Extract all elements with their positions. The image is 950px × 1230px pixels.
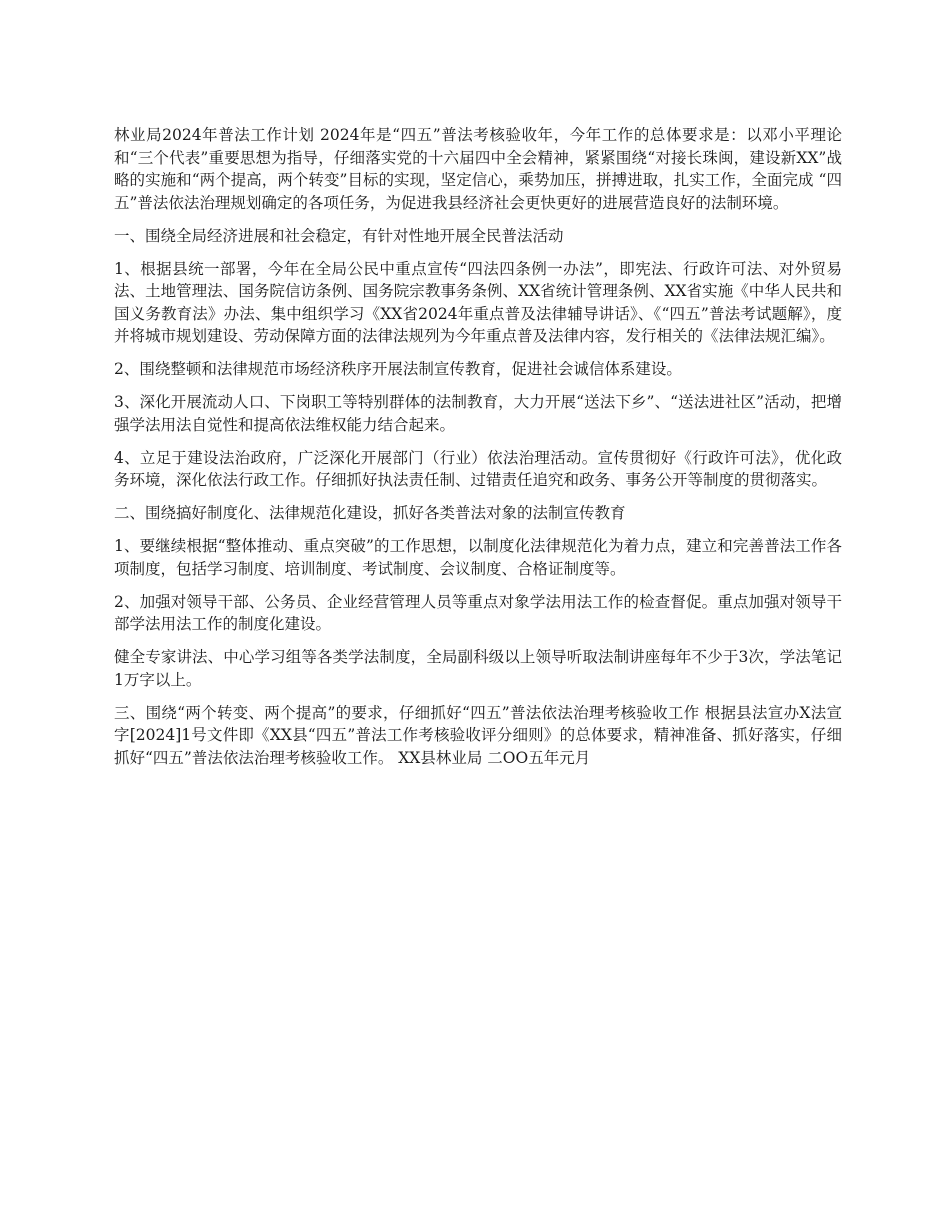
document-page bbox=[114, 124, 842, 780]
section-heading-1: 一、围绕全局经济进展和社会稳定，有针对性地开展全民普法活动 bbox=[114, 226, 564, 245]
section-3-paragraph: 三、围绕“两个转变、两个提高”的要求，仔细抓好“四五”普法依法治理考核验收工作 根据县法宣办X法宣字[2024]1号文件即《XX县“四五”普法工作考核验收评分细则》的总体要求，精神准备、抓好落实，仔细抓好“四五”普法依法治理考核验收工作。 XX县林业局 二OO五年元月 bbox=[114, 703, 842, 767]
section-1-item-3: 3、深化开展流动人口、下岗职工等特别群体的法制教育，大力开展“送法下乡”、“送法进社区”活动，把增强学法用法自觉性和提高依法维权能力结合起来。 bbox=[114, 393, 842, 434]
section-1-item-2: 2、围绕整顿和法律规范市场经济秩序开展法制宣传教育，促进社会诚信体系建设。 bbox=[114, 360, 682, 378]
section-2-item-2: 2、加强对领导干部、公务员、企业经营管理人员等重点对象学法用法工作的检查督促。重点加强对领导干部学法用法工作的制度化建设。 bbox=[114, 592, 842, 633]
section-2-item-1: 1、要继续根据“整体推动、重点突破”的工作思想，以制度化法律规范化为着力点，建立和完善普法工作各项制度，包括学习制度、培训制度、考试制度、会议制度、合格证制度等。 bbox=[114, 537, 842, 578]
intro-paragraph: 林业局2024年普法工作计划 2024年是“四五”普法考核验收年，今年工作的总体要求是：以邓小平理论和“三个代表”重要思想为指导，仔细落实党的十六届四中全会精神，紧紧围绕“对接长珠闽，建设新XX”战略的实施和“两个提高，两个转变”目标的实现，坚定信心，乘势加压，拼搏进取，扎实工作，全面完成 “四五”普法依法治理规划确定的各项任务，为促进我县经济社会更快更好的进展营造良好的法制环境。 bbox=[114, 126, 842, 212]
section-2-paragraph: 健全专家讲法、中心学习组等各类学法制度，全局副科级以上领导听取法制讲座每年不少于3次，学法笔记1万字以上。 bbox=[114, 648, 842, 689]
section-1-item-4: 4、立足于建设法治政府，广泛深化开展部门（行业）依法治理活动。宣传贯彻好《行政许可法》，优化政务环境，深化依法行政工作。仔细抓好执法责任制、过错责任追究和政务、事务公开等制度的贯彻落实。 bbox=[114, 448, 842, 489]
section-heading-2: 二、围绕搞好制度化、法律规范化建设，抓好各类普法对象的法制宣传教育 bbox=[114, 504, 626, 522]
section-1-item-1: 1、根据县统一部署，今年在全局公民中重点宣传“四法四条例一办法”，即宪法、行政许可法、对外贸易法、土地管理法、国务院信访条例、国务院宗教事务条例、XX省统计管理条例、XX省实施《中华人民共和国义务教育法》办法、集中组织学习《XX省2024年重点普及法律辅导讲话》、《“四五”普法考试题解》，度并将城市规划建设、劳动保障方面的法律法规列为今年重点普及法律内容，发行相关的《法律法规汇编》。 bbox=[114, 259, 842, 345]
